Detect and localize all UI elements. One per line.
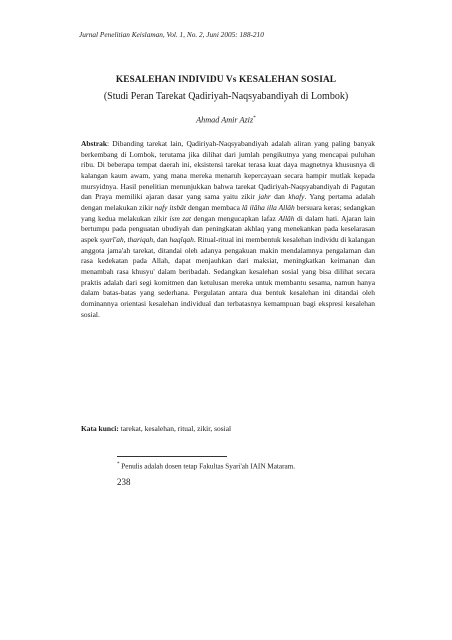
author-line	[60, 115, 392, 125]
abstract-term: khafy	[288, 192, 305, 202]
footnote-text: Penulis adalah dosen tetap Fakultas Syari'ah IAIN Mataram.	[119, 462, 296, 471]
abstract-term: nafy itsbât	[154, 202, 186, 212]
abstract-term: syarî'ah, thariqah,	[99, 234, 155, 244]
abstract-text: dengan membaca	[185, 202, 242, 212]
article-title: KESALEHAN INDIVIDU Vs KESALEHAN SOSIAL	[115, 75, 337, 85]
abstract-term: Allâh	[278, 213, 295, 223]
abstract-term: ism zat	[169, 213, 192, 223]
keywords	[81, 424, 375, 434]
abstract-text: dan	[154, 234, 170, 244]
abstract-text: bersuara keras; sedangkan yang kedua melakukan zikir	[81, 202, 375, 223]
footnote-mark: *	[117, 462, 120, 467]
abstract-term: lâ ilâha illa Allâh	[241, 202, 295, 212]
abstract-term: jahr	[258, 192, 271, 202]
footnote	[117, 462, 387, 470]
article-subtitle: (Studi Peran Tarekat Qadiriyah-Naqsyabandiyah di Lombok)	[103, 91, 349, 102]
abstract-text: : Dibanding tarekat lain, Qadiriyah-Naqsyabandiyah adalah aliran yang paling banyak berkembang di Lombok, terutama jika dilihat dari jumlah pengikutnya yang mencapai puluhan ribu. Di beberapa tempat daerah ini, eksistensi tarekat terasa kuat daya magnetnya khususnya di kalangan kaum awam, yang mana mereka menaruh kepercayaan secara hampir mutlak kepada mursyidnya. Hasil penelitian menunjukkan bahwa tarekat Qadiriyah-Naqsyabandiyah di Pagutan dan Praya memiliki ajaran dasar yang sama yaitu zikir	[81, 139, 375, 202]
keywords-label: Kata kunci:	[81, 424, 119, 433]
abstract-text: . Yang pertama adalah dengan melakukan zikir	[81, 192, 375, 212]
keywords-text: tarekat, kesalehan, ritual, zikir, sosial	[118, 424, 232, 433]
author-footnote-mark: *	[253, 115, 256, 121]
abstract-text: . Ritual-ritual ini membentuk kesalehan individu di kalangan anggota jama'ah tarekat, ditandai oleh adanya pengakuan makin mendalamnya pengalaman dan rasa kedekatan pada Allah, dapat menjauhkan dari maksiat, meningkatkan keimanan dan menambah rasa khusyu' dalam beribadah. Sedangkan kesalehan sosial yang bisa dilihat secara praktis adalah dari segi komitmen dan ketulusan mereka untuk membantu sesama, namun hanya dalam batas-batas yang sederhana. Pergulatan antara dua bentuk kesalehan ini ditandai oleh dominannya orientasi kesalehan individual dan terbatasnya kemampuan bagi ekspresi kesalehan sosial.	[81, 234, 376, 319]
author-name: Ahmad Amir Aziz	[196, 115, 254, 125]
abstract-label: Abstrak	[81, 139, 108, 148]
abstract	[81, 139, 375, 320]
journal-header: Jurnal Penelitian Keislaman, Vol. 1, No. 2, Juni 2005: 188-210	[79, 30, 264, 39]
page-number: 238	[117, 477, 131, 487]
abstract-text: di dalam hati. Ajaran lain bertumpu pada penguatan ubudiyah dan peningkatan akhlaq yang menekankan pada keselarasan aspek	[81, 213, 375, 244]
footnote-divider	[117, 456, 227, 457]
abstract-text: dan	[270, 192, 289, 202]
abstract-term: haqîqah	[169, 234, 194, 244]
abstract-text: dengan mengucapkan lafaz	[191, 213, 279, 223]
